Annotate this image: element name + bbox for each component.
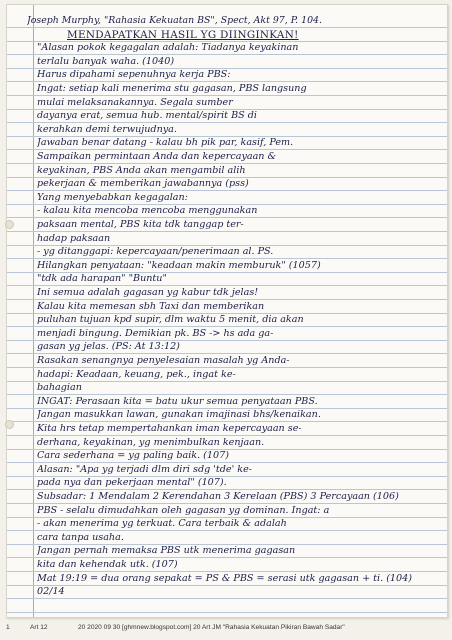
source-credit: 20 2020 09 30 [ghmnew.blogspot.com] 20 Art JM "Rahasia Kekuatan Pikiran Bawah Sadar" [78,624,345,631]
note-line: keyakinan, PBS Anda akan mengambil alih [37,164,246,176]
binding-hole [5,420,14,429]
note-line: kerahkan demi terwujudnya. [37,123,177,135]
note-line: - akan menerima yg terkuat. Cara terbaik & adalah [37,518,287,530]
note-line: terlalu banyak waha. (1040) [37,55,175,67]
note-line: Jangan pernah memaksa PBS utk menerima gagasan [37,545,296,557]
note-line: "Alasan pokok kegagalan adalah: Tiadanya keyakinan [37,42,299,54]
note-line: - yg ditanggapi: kepercayaan/penerimaan al. PS. [37,246,274,258]
ruled-line [7,598,447,599]
note-line: gasan yg jelas. (PS: At 13:12) [37,341,180,353]
image-caption-bar [0,618,452,640]
margin-line [33,5,34,617]
note-line: Hilangkan penyataan: "keadaan makin memburuk" (1057) [37,259,321,271]
note-line: Mat 19:19 = dua orang sepakat = PS & PBS = serasi utk gagasan + ti. (104) [37,572,412,584]
note-line: Rasakan senangnya penyelesaian masalah yg Anda- [37,355,290,366]
note-line: puluhan tujuan kpd supir, dlm waktu 5 menit, dia akan [37,314,304,326]
note-line: Kalau kita memesan sbh Taxi dan memberikan [37,300,265,312]
note-line: Sampaikan permintaan Anda dan kepercayaan & [37,151,277,162]
note-line: mulai melaksanakannya. Segala sumber [37,96,233,108]
note-line: hadapi: Keadaan, keuang, pek., ingat ke- [37,368,236,380]
note-line: pada nya dan pekerjaan mental" (107). [37,477,227,489]
note-line: Harus dipahami sepenuhnya kerja PBS: [37,69,231,81]
note-line: pekerjaan & memberikan jawabannya (pss) [37,178,249,190]
note-line: cara tanpa usaha. [37,531,124,543]
note-line: Yang menyebabkan kegagalan: [37,191,188,203]
article-label: Art 12 [30,624,48,631]
note-line: bahagian [37,382,82,394]
note-line: PBS - selalu dimudahkan oleh gagasan yg dominan. Ingat: a [37,504,330,516]
note-line: derhana, keyakinan, yg menimbulkan kenjaan. [37,436,265,448]
note-line: Subsadar: 1 Mendalam 2 Kerendahan 3 Kerelaan (PBS) 3 Percayaan (106) [37,491,399,502]
notebook-page [6,4,448,618]
note-line: Jangan masukkan lawan, gunakan imajinasi bhs/kenaikan. [37,409,321,421]
note-line: Cara sederhana = yg paling baik. (107) [37,450,229,462]
note-line: paksaan mental, PBS kita tdk tanggap ter- [37,219,244,230]
note-line: Ingat: setiap kali menerima stu gagasan, PBS langsung [37,83,307,94]
note-line: Kita hrs tetap mempertahankan iman kepercayaan se- [37,423,302,434]
ruled-line [7,612,447,613]
note-line: menjadi bingung. Demikian pk. BS -> hs ada ga- [37,327,274,339]
note-line: "tdk ada harapan" "Buntu" [37,273,167,285]
note-line: Alasan: "Apa yg terjadi dlm diri sdg 'tde' ke- [37,463,253,475]
note-line: - kalau kita mencoba mencoba menggunakan [37,205,258,217]
page-number: 1 [6,624,10,631]
note-line: MENDAPATKAN HASIL YG DIINGINKAN! [67,28,299,41]
note-line: Ini semua adalah gagasan yg kabur tdk jelas! [37,287,259,298]
note-line: INGAT: Perasaan kita = batu ukur semua penyataan PBS. [37,395,318,407]
note-line: kita dan kehendak utk. (107) [37,559,178,570]
note-line: Jawaban benar datang - kalau bh pik par, kasif, Pem. [37,137,294,149]
note-line: hadap paksaan [37,232,111,244]
note-line: Joseph Murphy, "Rahasia Kekuatan BS", Spect, Akt 97, P. 104. [27,15,322,26]
binding-hole [5,220,14,229]
note-line: dayanya erat, semua hub. mental/spirit BS di [37,110,257,122]
note-line: 02/14 [37,586,65,598]
